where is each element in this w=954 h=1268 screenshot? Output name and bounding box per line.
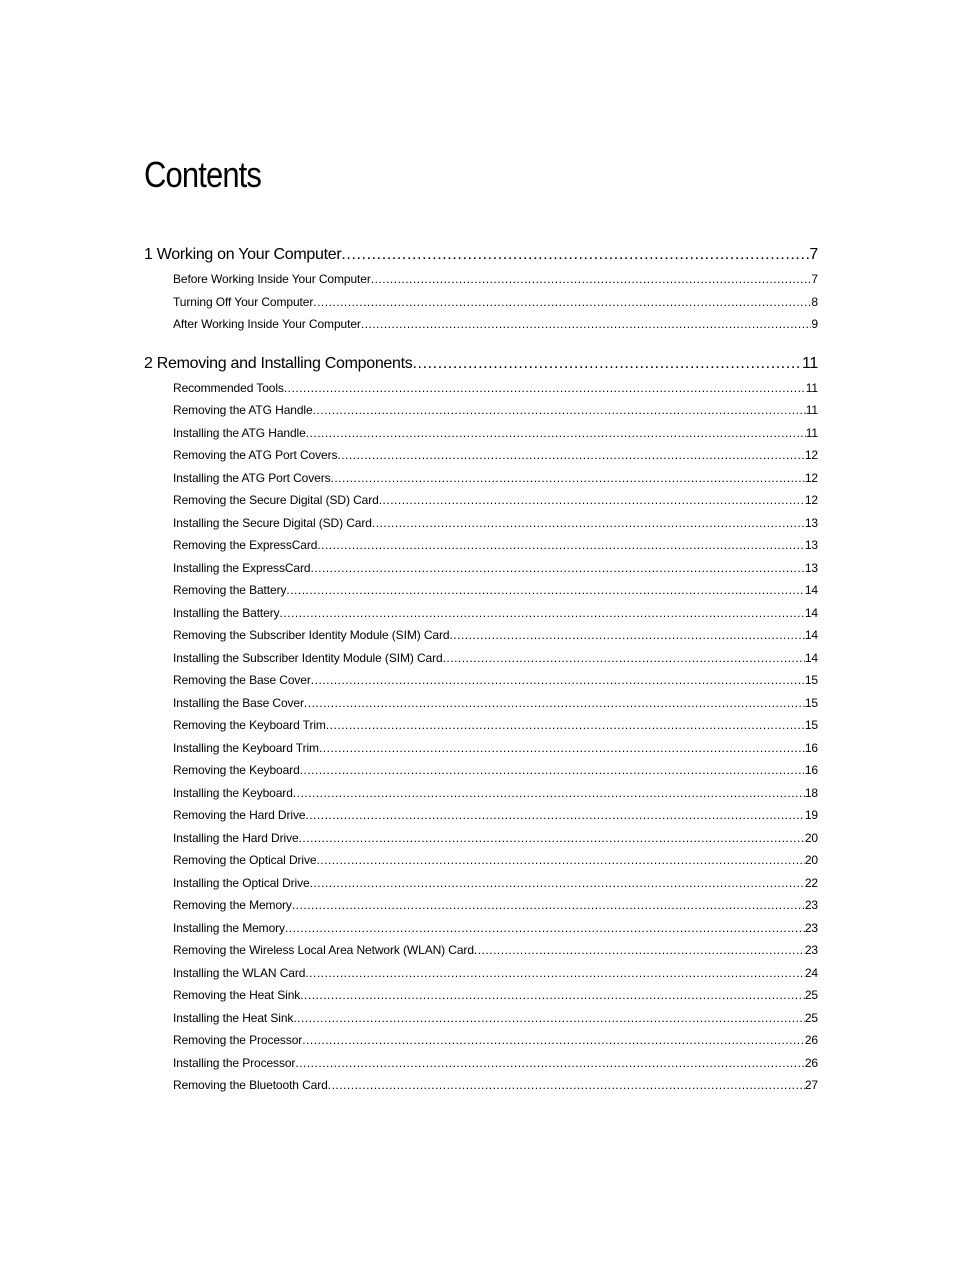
toc-page-number: 14 xyxy=(804,650,818,665)
toc-entry-title: Installing the Secure Digital (SD) Card xyxy=(173,515,372,530)
toc-entry-title: Removing the ATG Port Covers xyxy=(173,448,338,462)
toc-page-number: 11 xyxy=(805,380,818,395)
toc-entry-title: After Working Inside Your Computer xyxy=(173,317,361,331)
toc-entry-link[interactable] xyxy=(144,313,818,336)
toc-page-number: 8 xyxy=(811,294,818,309)
dot-leader xyxy=(316,849,804,872)
dot-leader xyxy=(305,804,804,827)
toc-page-number: 12 xyxy=(804,493,818,507)
dot-leader xyxy=(305,962,805,985)
toc-entry-title: Removing the Keyboard Trim xyxy=(173,718,326,732)
toc-entry-link[interactable] xyxy=(144,489,818,512)
dot-leader xyxy=(292,894,805,917)
toc-entry-link[interactable] xyxy=(144,849,818,872)
toc-page-number: 16 xyxy=(804,763,818,777)
toc-entry-link[interactable] xyxy=(144,1007,818,1030)
toc-entry-title: Installing the Keyboard Trim xyxy=(173,740,319,755)
toc-chapter-title: 2 Removing and Installing Components xyxy=(144,354,413,372)
dot-leader xyxy=(299,827,805,850)
dot-leader xyxy=(443,647,805,670)
toc-entry-link[interactable] xyxy=(144,291,818,314)
toc-page-number: 11 xyxy=(801,354,818,372)
toc-page-number: 20 xyxy=(804,830,818,845)
toc-entry-link[interactable] xyxy=(144,1052,818,1075)
dot-leader xyxy=(284,377,806,400)
toc-page-number: 13 xyxy=(804,515,818,530)
dot-leader xyxy=(293,1007,805,1030)
toc-page-number: 11 xyxy=(805,403,818,417)
toc-entry-link[interactable] xyxy=(144,268,818,291)
toc-entry-link[interactable] xyxy=(144,939,818,962)
toc-entry-title: Installing the ATG Port Covers xyxy=(173,470,331,485)
toc-page-number: 25 xyxy=(804,988,818,1002)
page-title: Contents xyxy=(144,154,262,195)
dot-leader xyxy=(341,241,809,268)
toc-entry-link[interactable] xyxy=(144,377,818,400)
toc-page-number: 7 xyxy=(809,246,818,263)
toc-entry-title: Installing the ExpressCard xyxy=(173,560,311,575)
dot-leader xyxy=(304,692,805,715)
toc-entry-link[interactable] xyxy=(144,984,818,1007)
toc-entry-title: Removing the Subscriber Identity Module (SIM) Card xyxy=(173,628,450,642)
toc-entry-title: Removing the Bluetooth Card xyxy=(173,1078,328,1092)
toc-entry-title: Before Working Inside Your Computer xyxy=(173,272,371,286)
toc-page-number: 23 xyxy=(804,920,818,935)
toc-entry-title: Installing the WLAN Card xyxy=(173,965,306,980)
toc-page-number: 15 xyxy=(804,673,818,687)
dot-leader xyxy=(286,579,804,602)
dot-leader xyxy=(313,291,811,314)
dot-leader xyxy=(412,350,802,377)
toc-page-number: 15 xyxy=(804,695,818,710)
toc-entry-link[interactable] xyxy=(144,579,818,602)
toc-entry-title: Removing the ATG Handle xyxy=(173,403,313,417)
toc-entry-title: Installing the Memory xyxy=(173,920,285,935)
toc-chapter-link[interactable] xyxy=(144,241,818,268)
toc-entry-link[interactable] xyxy=(144,917,818,940)
toc-entry-title: Installing the Battery xyxy=(173,605,280,620)
toc-entry-link[interactable] xyxy=(144,1074,818,1097)
toc-page-number: 12 xyxy=(804,448,818,462)
toc-chapter xyxy=(144,241,818,336)
toc-entry-title: Installing the Optical Drive xyxy=(173,875,310,890)
toc-entry-title: Installing the Base Cover xyxy=(173,695,304,710)
toc-page-number: 15 xyxy=(804,718,818,732)
dot-leader xyxy=(361,313,812,336)
toc-entry-title: Removing the Hard Drive xyxy=(173,808,306,822)
toc-entry-link[interactable] xyxy=(144,557,818,580)
toc-entry-link[interactable] xyxy=(144,782,818,805)
toc-entry-title: Installing the Processor xyxy=(173,1055,296,1070)
toc-entry-title: Removing the Optical Drive xyxy=(173,853,317,867)
toc-entry-link[interactable] xyxy=(144,804,818,827)
toc-entry-link[interactable] xyxy=(144,467,818,490)
dot-leader xyxy=(302,1029,805,1052)
dot-leader xyxy=(379,489,805,512)
toc-page-number: 23 xyxy=(804,898,818,912)
toc-page-number: 20 xyxy=(804,853,818,867)
toc-entry-link[interactable] xyxy=(144,1029,818,1052)
table-of-contents xyxy=(144,241,818,1097)
toc-entry-title: Installing the Subscriber Identity Module (SIM) Card xyxy=(173,650,443,665)
toc-entry-title: Removing the Base Cover xyxy=(173,673,311,687)
toc-page-number: 25 xyxy=(804,1010,818,1025)
toc-entry-title: Removing the Processor xyxy=(173,1033,303,1047)
toc-page-number: 24 xyxy=(804,965,818,980)
toc-entry-title: Removing the Keyboard xyxy=(173,763,300,777)
toc-entry-title: Installing the Heat Sink xyxy=(173,1010,294,1025)
toc-page-number: 27 xyxy=(804,1078,818,1092)
dot-leader xyxy=(371,268,812,291)
toc-entry-title: Removing the Heat Sink xyxy=(173,988,301,1002)
dot-leader xyxy=(474,939,805,962)
toc-chapter xyxy=(144,350,818,1097)
toc-entry-title: Turning Off Your Computer xyxy=(173,294,314,309)
toc-entry-link[interactable] xyxy=(144,894,818,917)
toc-entry-link[interactable] xyxy=(144,737,818,760)
toc-page-number: 14 xyxy=(804,628,818,642)
toc-entry-link[interactable] xyxy=(144,399,818,422)
toc-chapter-link[interactable] xyxy=(144,350,818,377)
toc-entry-link[interactable] xyxy=(144,602,818,625)
toc-entry-link[interactable] xyxy=(144,534,818,557)
toc-entry-title: Removing the Wireless Local Area Network (WLAN) Card xyxy=(173,943,474,957)
dot-leader xyxy=(337,444,804,467)
toc-page-number: 12 xyxy=(804,470,818,485)
dot-leader xyxy=(317,534,805,557)
toc-entry-title: Recommended Tools xyxy=(173,380,284,395)
toc-entry-title: Removing the ExpressCard xyxy=(173,538,318,552)
dot-leader xyxy=(293,782,805,805)
toc-page-number: 19 xyxy=(804,808,818,822)
dot-leader xyxy=(285,917,805,940)
dot-leader xyxy=(326,714,805,737)
toc-entry-title: Installing the Hard Drive xyxy=(173,830,299,845)
toc-entry-title: Installing the ATG Handle xyxy=(173,425,306,440)
dot-leader xyxy=(328,1074,805,1097)
dot-leader xyxy=(310,557,804,580)
toc-page-number: 11 xyxy=(805,425,818,440)
toc-page-number: 9 xyxy=(811,317,818,331)
toc-entry-link[interactable] xyxy=(144,872,818,895)
toc-entry-link[interactable] xyxy=(144,692,818,715)
dot-leader xyxy=(372,512,805,535)
toc-entry-link[interactable] xyxy=(144,624,818,647)
toc-page-number: 22 xyxy=(804,875,818,890)
dot-leader xyxy=(295,1052,805,1075)
toc-page-number: 18 xyxy=(804,785,818,800)
dot-leader xyxy=(449,624,804,647)
dot-leader xyxy=(306,422,806,445)
dot-leader xyxy=(313,399,806,422)
dot-leader xyxy=(311,669,805,692)
dot-leader xyxy=(300,759,805,782)
dot-leader xyxy=(319,737,805,760)
toc-entry-title: Installing the Keyboard xyxy=(173,785,293,800)
toc-page-number: 14 xyxy=(804,583,818,597)
toc-entry-title: Removing the Memory xyxy=(173,898,292,912)
toc-entry-link[interactable] xyxy=(144,647,818,670)
toc-entry-link[interactable] xyxy=(144,444,818,467)
toc-page-number: 14 xyxy=(804,605,818,620)
toc-page-number: 13 xyxy=(804,560,818,575)
toc-entry-link[interactable] xyxy=(144,512,818,535)
toc-page-number: 26 xyxy=(804,1033,818,1047)
dot-leader xyxy=(310,872,805,895)
toc-entry-link[interactable] xyxy=(144,422,818,445)
toc-chapter-title: 1 Working on Your Computer xyxy=(144,246,342,263)
toc-entry-title: Removing the Secure Digital (SD) Card xyxy=(173,493,379,507)
dot-leader xyxy=(300,984,805,1007)
toc-page-number: 23 xyxy=(804,943,818,957)
toc-entry-link[interactable] xyxy=(144,714,818,737)
toc-page-number: 16 xyxy=(804,740,818,755)
toc-page-number: 7 xyxy=(811,272,818,286)
dot-leader xyxy=(331,467,805,490)
dot-leader xyxy=(280,602,805,625)
toc-entry-link[interactable] xyxy=(144,669,818,692)
toc-entry-title: Removing the Battery xyxy=(173,583,287,597)
toc-entry-link[interactable] xyxy=(144,962,818,985)
toc-page-number: 13 xyxy=(804,538,818,552)
toc-page-number: 26 xyxy=(804,1055,818,1070)
toc-entry-link[interactable] xyxy=(144,827,818,850)
toc-entry-link[interactable] xyxy=(144,759,818,782)
